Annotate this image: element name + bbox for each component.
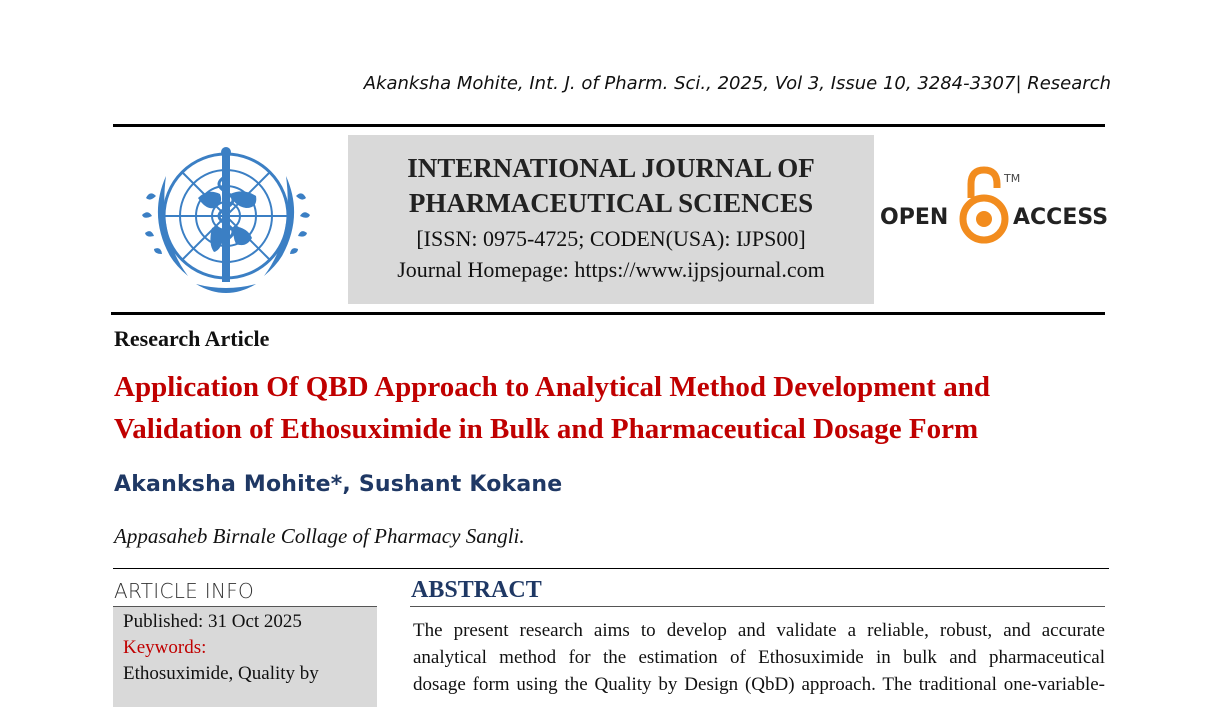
keywords-list: Ethosuximide, Quality by [123,663,319,684]
header-rule-top [113,124,1105,127]
journal-emblem-icon [126,136,326,306]
journal-name-line-2: PHARMACEUTICAL SCIENCES [408,188,814,218]
section-divider [113,568,1109,569]
issn-coden: [ISSN: 0975-4725; CODEN(USA): IJPS00] [416,226,806,251]
keywords-label: Keywords: [123,637,207,658]
journal-masthead [348,135,874,304]
trademark-mark: TM [1004,172,1021,185]
running-header: Akanksha Mohite, Int. J. of Pharm. Sci., 2025, Vol 3, Issue 10, 3284-3307| Research [363,73,1111,94]
article-info-heading: ARTICLE INFO [114,579,255,603]
published-date: Published: 31 Oct 2025 [123,611,302,632]
journal-homepage-link[interactable]: Journal Homepage: https://www.ijpsjournal.com [397,257,825,282]
abstract-rule [410,606,1105,607]
abstract-line: dosage form using the Quality by Design (QbD) approach. The traditional one-variable- [413,674,1105,695]
abstract-line: The present research aims to develop and validate a reliable, robust, and accurate [413,620,1105,641]
journal-name-line-1: INTERNATIONAL JOURNAL OF [407,153,815,183]
abstract-line: analytical method for the estimation of Ethosuximide in bulk and pharmaceutical [413,647,1105,668]
article-title-line-2: Validation of Ethosuximide in Bulk and Pharmaceutical Dosage Form [114,413,979,445]
article-title [114,366,1114,450]
abstract-heading: ABSTRACT [411,577,542,603]
abstract-body [413,617,1105,698]
author-affiliation: Appasaheb Birnale Collage of Pharmacy Sangli. [114,524,525,548]
author-list: Akanksha Mohite*, Sushant Kokane [114,472,563,497]
header-rule-bottom [111,312,1105,315]
open-access-word-access: ACCESS [1013,205,1109,230]
article-title-line-1: Application Of QBD Approach to Analytical Method Development and [114,371,990,403]
article-info-box [113,607,377,707]
open-access-lock-icon [880,166,1110,252]
open-access-word-open: OPEN [880,205,949,230]
article-type: Research Article [114,326,270,351]
